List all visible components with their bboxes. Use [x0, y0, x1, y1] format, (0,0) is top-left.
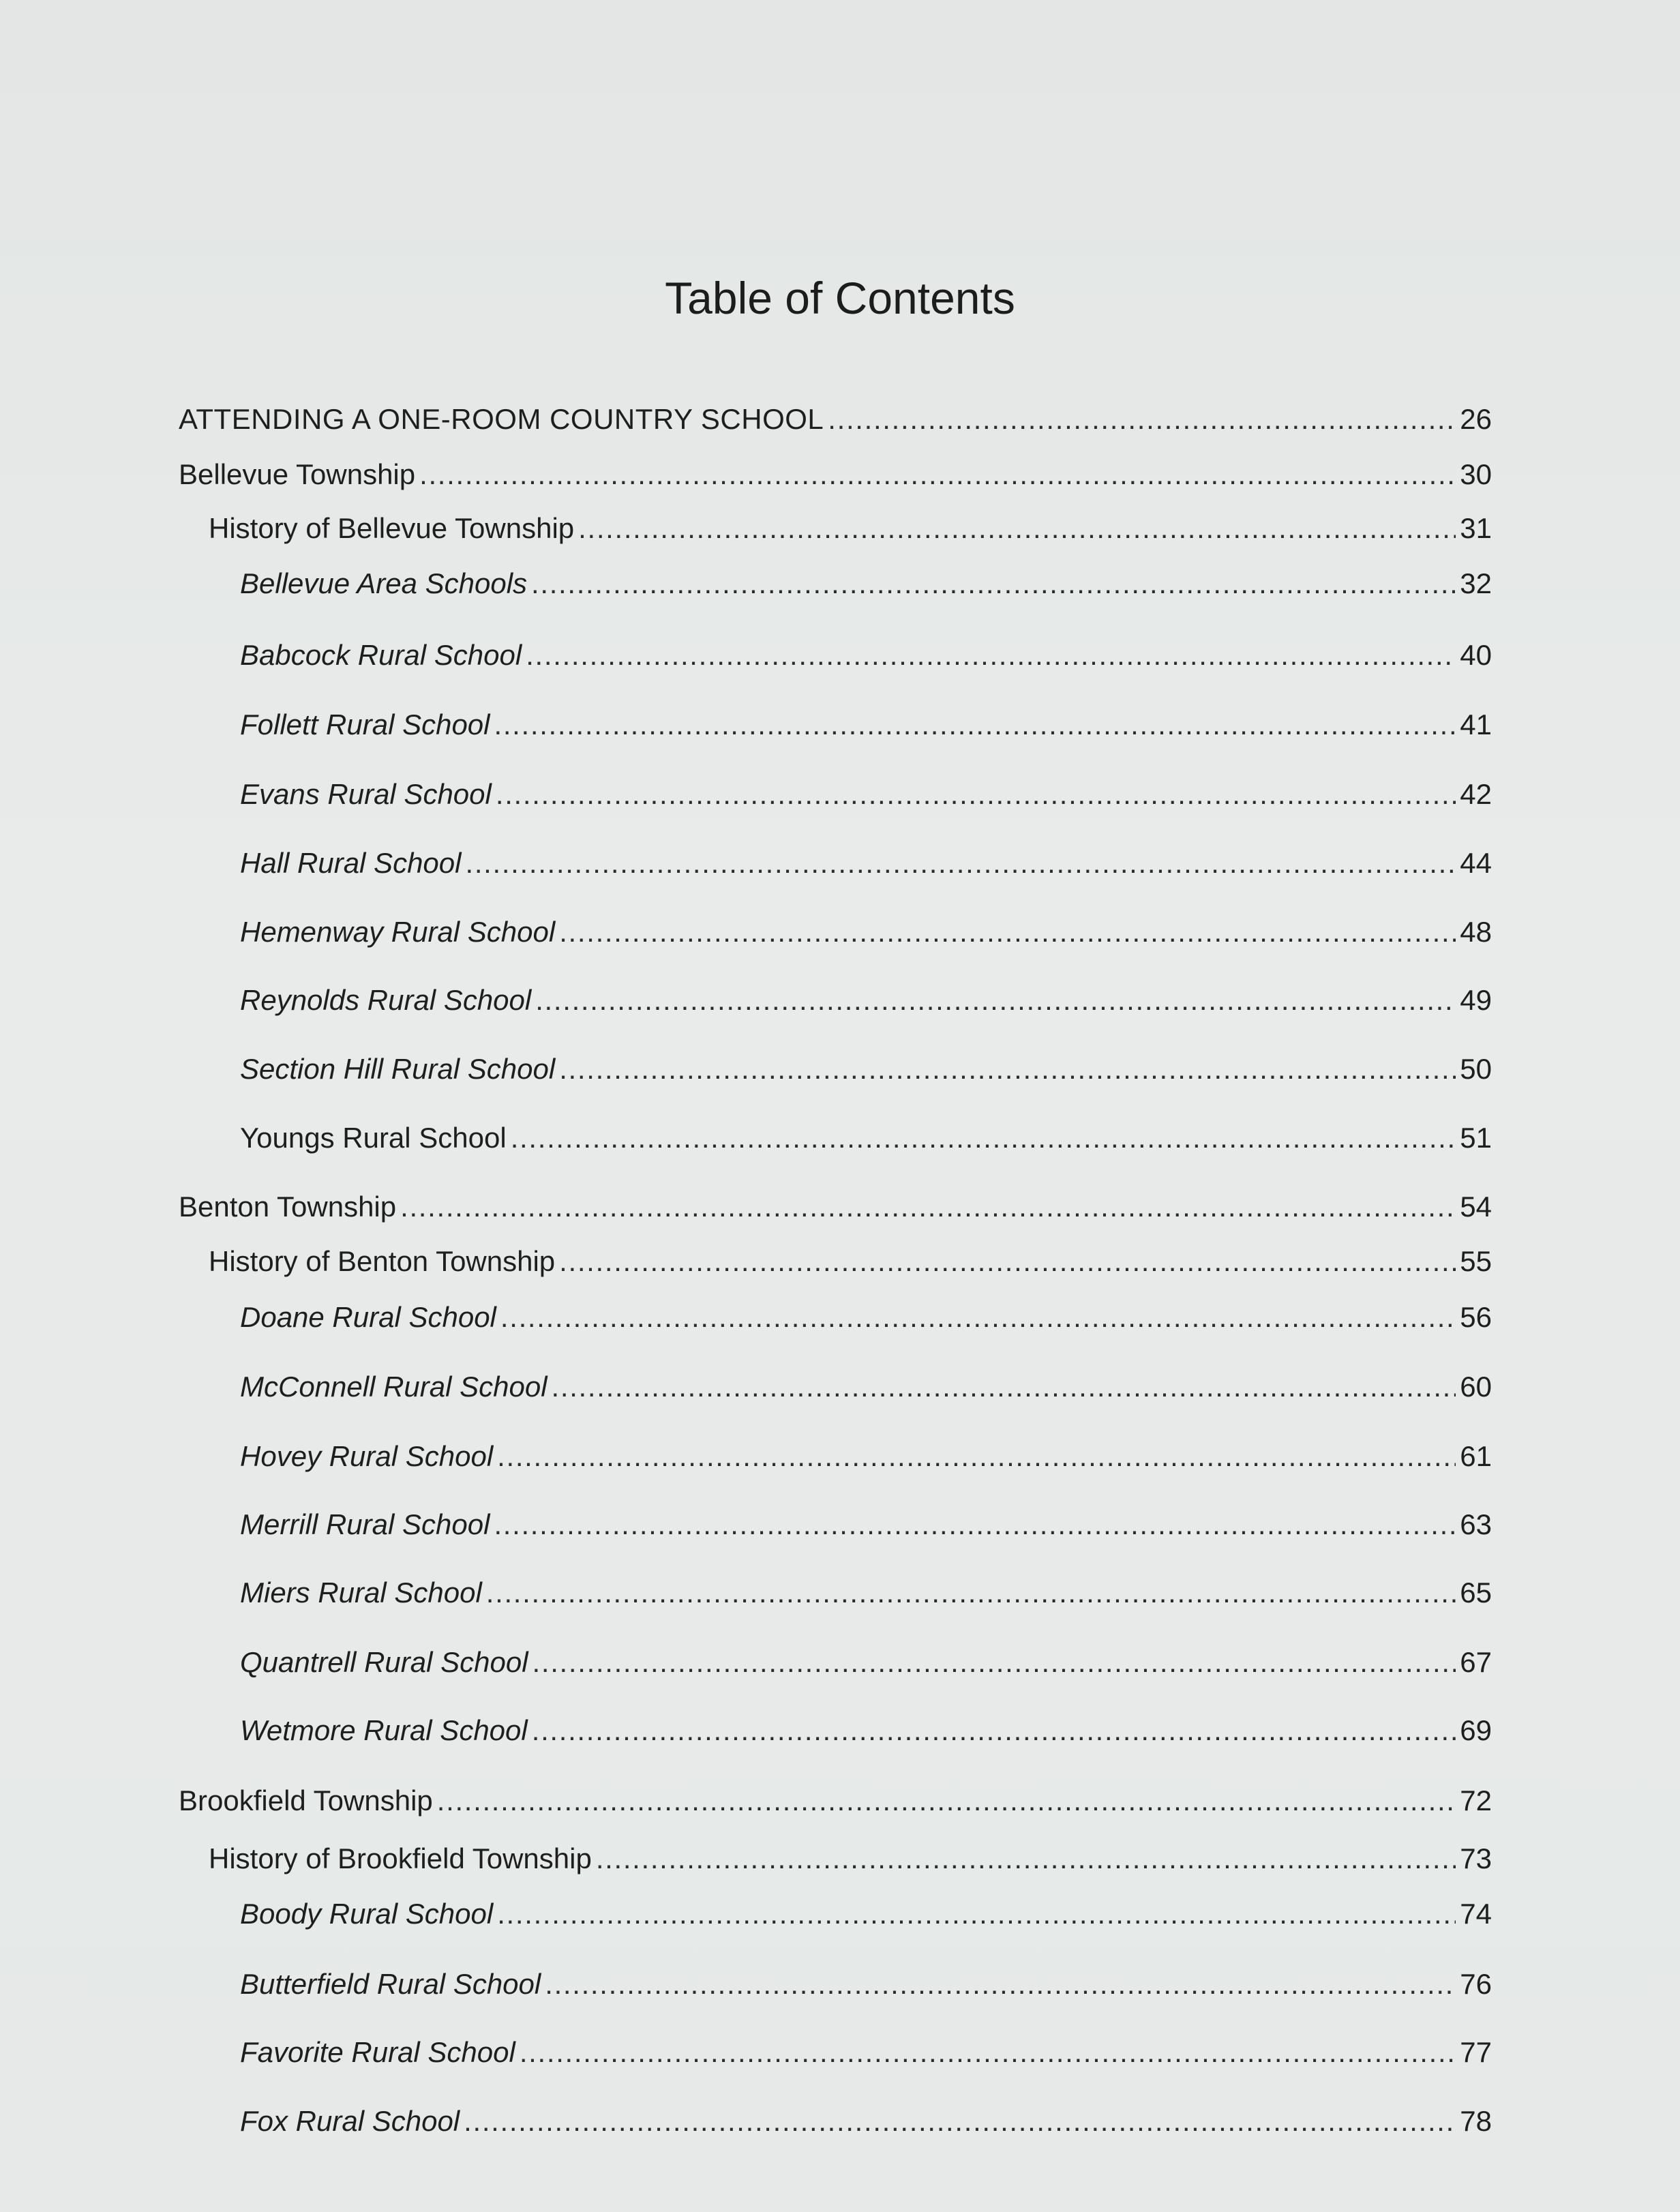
toc-entry-label: McConnell Rural School	[240, 1371, 548, 1403]
dot-leader	[497, 1441, 1456, 1472]
toc-entry-page: 56	[1460, 1301, 1492, 1333]
toc-entry-page: 55	[1460, 1245, 1492, 1277]
dot-leader	[437, 1785, 1456, 1817]
dot-leader	[511, 1122, 1456, 1154]
toc-entry-label: ATTENDING A ONE-ROOM COUNTRY SCHOOL	[179, 403, 824, 435]
toc-entry-page: 78	[1460, 2105, 1492, 2137]
dot-leader	[596, 1843, 1456, 1874]
toc-entry	[240, 1898, 1492, 1930]
toc-entry-label: History of Brookfield Township	[209, 1842, 592, 1874]
dot-leader	[520, 2037, 1456, 2068]
toc-entry-page: 77	[1460, 2036, 1492, 2068]
toc-entry-page: 60	[1460, 1371, 1492, 1403]
toc-entry-label: History of Bellevue Township	[209, 512, 575, 544]
toc-entry-label: Hall Rural School	[240, 847, 462, 879]
toc-entry	[179, 459, 1492, 490]
toc-entry	[240, 1969, 1492, 2000]
toc-entry-page: 42	[1460, 778, 1492, 810]
toc-entry	[209, 1843, 1492, 1874]
toc-entry-label: Benton Township	[179, 1191, 397, 1223]
toc-entry-page: 26	[1460, 403, 1492, 435]
toc-entry-label: Section Hill Rural School	[240, 1053, 556, 1085]
dot-leader	[531, 568, 1456, 599]
toc-entry-page: 63	[1460, 1508, 1492, 1540]
toc-entry-label: Fox Rural School	[240, 2105, 460, 2137]
dot-leader	[494, 709, 1456, 741]
toc-entry-page: 76	[1460, 1968, 1492, 2000]
toc-entry-page: 54	[1460, 1191, 1492, 1223]
toc-entry-label: Boody Rural School	[240, 1898, 494, 1930]
toc-entry	[240, 1053, 1492, 1085]
toc-entry	[179, 1785, 1492, 1817]
toc-entry	[240, 709, 1492, 741]
toc-entry	[240, 2037, 1492, 2068]
toc-entry-label: Bellevue Area Schools	[240, 567, 528, 599]
dot-leader	[526, 640, 1456, 671]
toc-entry-page: 41	[1460, 708, 1492, 741]
toc-entry-label: Brookfield Township	[179, 1784, 433, 1817]
toc-entry	[240, 916, 1492, 948]
dot-leader	[559, 916, 1456, 948]
toc-entry	[240, 1577, 1492, 1609]
dot-leader	[497, 1898, 1456, 1930]
toc-entry	[240, 848, 1492, 879]
toc-entry-label: Merrill Rural School	[240, 1508, 490, 1540]
dot-leader	[532, 1715, 1456, 1746]
toc-entry-label: Hemenway Rural School	[240, 916, 556, 948]
dot-leader	[532, 1647, 1456, 1678]
toc-entry	[209, 1246, 1492, 1277]
toc-entry-label: Doane Rural School	[240, 1301, 496, 1333]
toc-entry	[179, 404, 1492, 435]
toc-entry-page: 49	[1460, 984, 1492, 1016]
toc-entry	[240, 985, 1492, 1016]
toc-entry-page: 73	[1460, 1842, 1492, 1874]
dot-leader	[578, 513, 1456, 544]
toc-entry	[240, 1509, 1492, 1540]
toc-entry-page: 48	[1460, 916, 1492, 948]
dot-leader	[419, 459, 1456, 490]
toc-entry-label: Follett Rural School	[240, 708, 490, 741]
toc-entry-page: 72	[1460, 1784, 1492, 1817]
toc-entry	[240, 1441, 1492, 1472]
toc-entry-page: 44	[1460, 847, 1492, 879]
page-title: Table of Contents	[665, 273, 1015, 323]
toc-entry-label: Evans Rural School	[240, 778, 492, 810]
toc-entry-page: 31	[1460, 512, 1492, 544]
toc-entry-page: 65	[1460, 1576, 1492, 1609]
toc-entry-label: Bellevue Township	[179, 458, 416, 490]
dot-leader	[500, 1302, 1456, 1333]
dot-leader	[535, 985, 1456, 1016]
toc-entry-page: 30	[1460, 458, 1492, 490]
toc-entry-page: 32	[1460, 567, 1492, 599]
toc-entry	[209, 513, 1492, 544]
dot-leader	[559, 1053, 1456, 1085]
toc-entry-page: 69	[1460, 1714, 1492, 1746]
toc-entry-page: 74	[1460, 1898, 1492, 1930]
dot-leader	[828, 404, 1456, 435]
dot-leader	[552, 1371, 1456, 1403]
toc-entry-label: Favorite Rural School	[240, 2036, 515, 2068]
dot-leader	[545, 1969, 1456, 2000]
toc-entry	[240, 1122, 1492, 1154]
toc-entry-page: 67	[1460, 1646, 1492, 1678]
toc-entry	[240, 2106, 1492, 2137]
toc-entry-label: History of Benton Township	[209, 1245, 556, 1277]
toc-entry-label: Youngs Rural School	[240, 1122, 507, 1154]
dot-leader	[559, 1246, 1456, 1277]
toc-entry-label: Wetmore Rural School	[240, 1714, 528, 1746]
toc-entry-page: 40	[1460, 639, 1492, 671]
toc-entry-page: 50	[1460, 1053, 1492, 1085]
toc-entry	[179, 1191, 1492, 1223]
toc-entry	[240, 1715, 1492, 1746]
toc-entry	[240, 1647, 1492, 1678]
toc-entry-label: Babcock Rural School	[240, 639, 522, 671]
toc-entry	[240, 1371, 1492, 1403]
toc-entry-label: Reynolds Rural School	[240, 984, 532, 1016]
toc-entry-label: Hovey Rural School	[240, 1440, 494, 1472]
toc-entry	[240, 568, 1492, 599]
toc-entry	[240, 640, 1492, 671]
toc-entry	[240, 1302, 1492, 1333]
toc-entry-page: 61	[1460, 1440, 1492, 1472]
dot-leader	[494, 1509, 1456, 1540]
toc-entry-label: Butterfield Rural School	[240, 1968, 541, 2000]
toc-entry	[240, 779, 1492, 810]
dot-leader	[464, 2106, 1456, 2137]
toc-entry-label: Miers Rural School	[240, 1576, 482, 1609]
dot-leader	[400, 1191, 1456, 1223]
dot-leader	[465, 848, 1456, 879]
dot-leader	[486, 1577, 1456, 1609]
dot-leader	[496, 779, 1456, 810]
toc-entry-page: 51	[1460, 1122, 1492, 1154]
toc-entry-label: Quantrell Rural School	[240, 1646, 528, 1678]
